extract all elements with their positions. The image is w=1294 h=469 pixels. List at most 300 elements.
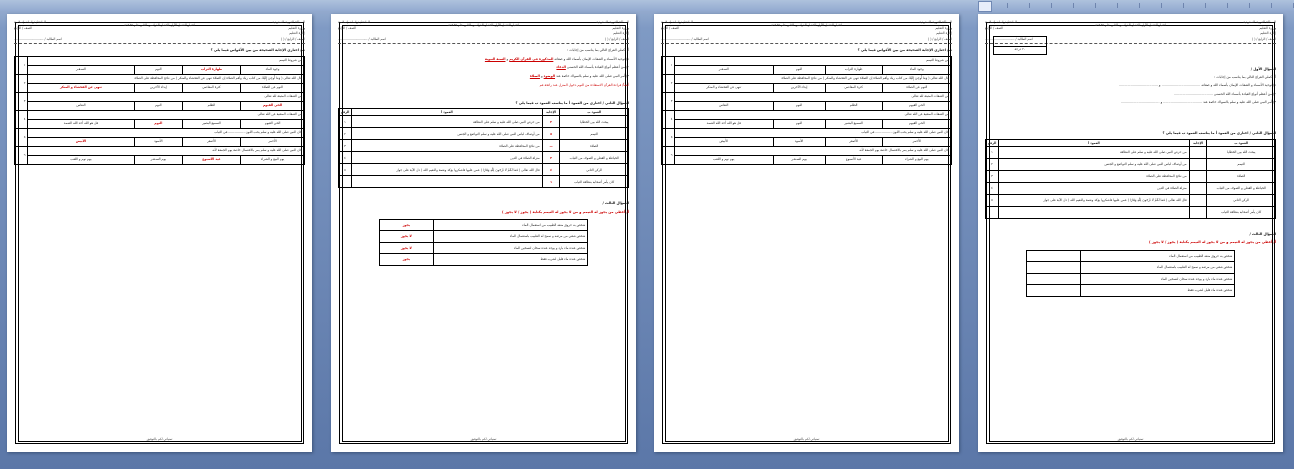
- divider: [14, 43, 305, 44]
- mcq-stem-row: [662, 146, 952, 155]
- mcq-option[interactable]: الأبيض: [28, 137, 135, 146]
- mcq-option[interactable]: السـفـر: [675, 65, 774, 74]
- match-answer-cell[interactable]: [1189, 207, 1207, 219]
- row-number: ٣: [15, 92, 28, 110]
- student-name-field: اسم الطالبة / ..............................: [14, 36, 62, 41]
- match-column-header: الإجابة: [542, 108, 560, 115]
- ruling-answer[interactable]: [1026, 273, 1080, 285]
- class-field: الصف / الرابع / ( ): [281, 36, 305, 41]
- item-number: ٣/: [625, 73, 629, 78]
- mcq-option[interactable]: كثرة المعاصي: [825, 83, 882, 92]
- exam-title: اختبار الفصل الأول للفصل الدراسي الثاني عام ١٤٤٧هـ: [447, 23, 519, 27]
- grade-label: الصف / الرابع: [338, 25, 357, 30]
- mcq-stem: كان النبي صلى الله عليه و سلم يمر بالاغتسال خاصة يوم الجمعة لأنه: [28, 146, 305, 155]
- ruling-row: [1026, 285, 1235, 297]
- ruler-tick: [1161, 3, 1162, 8]
- mcq-option[interactable]: إيذاء الآخرين: [773, 83, 825, 92]
- student-id-line: [338, 37, 629, 42]
- q1b-instruction: ب/ اختاري الإجابة الصحيحة من بين الأقواس فيما يلي ؟: [857, 48, 952, 53]
- item-stem: توحيد الأسماء و الصفات الإيمان بأسماء الله و صفاته: [553, 56, 626, 61]
- ruling-row: [1026, 250, 1235, 262]
- match-row: [986, 195, 1276, 207]
- mcq-stem-row: [15, 110, 305, 119]
- answer-blank: .....................................: [1120, 99, 1160, 104]
- letterhead-line: المملكة العربية السعودية: [919, 20, 952, 24]
- q2-title: السؤال الثاني /: [1249, 131, 1276, 136]
- q1-note: أيضاً/ قراءة القرآن الاستعاذة من النوم دخول المنزل عند رائحة فم: [539, 82, 629, 87]
- mcq-option[interactable]: تنهى عن الفحشاء و المنكر: [28, 83, 135, 92]
- mcq-stem-row: [662, 74, 952, 83]
- match-row: [986, 171, 1276, 183]
- page-1[interactable]: [7, 14, 312, 452]
- row-number: ٤: [662, 110, 675, 128]
- q3-title: السؤال الثالث /: [1249, 232, 1276, 237]
- mcq-options-row: [662, 155, 952, 164]
- item-stem: أمر النبي صلى الله عليه و سلم بالسواك خاصة عند: [555, 73, 626, 78]
- match-answer-cell[interactable]: ١: [542, 176, 560, 188]
- q3-table: [1026, 250, 1236, 297]
- ruling-answer[interactable]: يجوز: [379, 219, 433, 231]
- q3-table: [379, 219, 589, 266]
- match-answer-cell[interactable]: [1189, 147, 1207, 159]
- letterhead: [14, 20, 305, 37]
- letterhead-line: وزارة التعليم: [288, 25, 305, 30]
- ruling-answer[interactable]: لا يجوز: [379, 242, 433, 254]
- letterhead-line: إدارة التعليم: [1260, 31, 1276, 36]
- mcq-stem: من الصفات المنفية عن الله تعالى: [675, 110, 952, 119]
- mcq-option[interactable]: النعاس: [28, 101, 135, 110]
- ruler-indent-marker[interactable]: [978, 1, 992, 12]
- column-b-cell: الخياطة و القطن و الصوف من الثياب: [1207, 183, 1276, 195]
- match-row: [339, 128, 629, 140]
- mcq-stem: قال الله تعالى ( وَمَا أُوحِيَ إِلَيْكَ من كتاب ربك وأقم الصلاة إن الصلاة تنهى عن الفحشاء والمنكر ) من نتائج المحافظة على الصلاة: [28, 74, 305, 83]
- answer-blank: .....................................: [1163, 99, 1203, 104]
- row-number: ٢: [15, 74, 28, 92]
- q3-instruction: أ/ أعطي من يجوز له التيمم و من لا يجوز له التيمم بكتابة ( يجوز / لا يجوز ): [1149, 240, 1276, 245]
- mcq-option[interactable]: الأسود: [134, 137, 182, 146]
- column-a-cell: منزلة الصلاة في الدين: [999, 183, 1190, 195]
- mcq-option[interactable]: يوم البيع و الشراء: [241, 155, 305, 164]
- mcq-stem: من شروط التيمم: [675, 56, 952, 65]
- match-row: [339, 152, 629, 164]
- ruling-answer[interactable]: يجوز: [379, 254, 433, 266]
- row-number: ٢: [339, 128, 352, 140]
- mcq-option[interactable]: الظلم: [825, 101, 882, 110]
- answer-blank: .....................................: [1161, 83, 1201, 88]
- column-b-cell: يبحث الله بين الخطايا: [560, 116, 629, 128]
- match-column-header: الرقم: [986, 139, 999, 146]
- row-number: ١: [15, 56, 28, 74]
- q1-instruction: أ/ أكملي الفراغ التالي بما يناسب من إجابات :: [567, 48, 629, 53]
- mcq-stem: قال الله تعالى ( وَمَا أُوحِيَ إِلَيْكَ من كتاب ربك وأقم الصلاة إن الصلاة تنهى عن الفحشاء والمنكر ) من نتائج المحافظة على الصلاة: [675, 74, 952, 83]
- mcq-options-row: [15, 119, 305, 128]
- ruling-answer[interactable]: [1026, 250, 1080, 262]
- mcq-option[interactable]: النوم عن الصلاة: [882, 83, 951, 92]
- ruler-tick: [1205, 3, 1206, 8]
- exam-title: اختبار الفصل الأول للفصل الدراسي الثاني عام ١٤٤٧هـ: [123, 23, 195, 27]
- mcq-stem-row: [15, 128, 305, 137]
- ruler-tick: [1095, 3, 1096, 8]
- ruler-tick: [1073, 3, 1074, 8]
- match-answer-cell[interactable]: —: [542, 140, 560, 152]
- class-field: الصف / الرابع / ( ): [928, 36, 952, 41]
- mcq-option[interactable]: الأسود: [773, 137, 825, 146]
- ruler-tick: [1271, 3, 1272, 8]
- match-column-header: العمود أ: [999, 139, 1190, 146]
- match-answer-cell[interactable]: ٤: [542, 164, 560, 176]
- answer-blank: .....................................: [1174, 91, 1213, 96]
- page-footer: تمنياتي لكم بالتوفيق: [146, 437, 173, 442]
- match-answer-cell[interactable]: [1189, 171, 1207, 183]
- ruling-statement: شخص عنده ماء قليل لشرب فقط: [433, 254, 587, 266]
- row-number: ١: [339, 116, 352, 128]
- q2-heading: [338, 101, 629, 106]
- ruler-tick: [1183, 3, 1184, 8]
- item-number: ٣/: [1272, 99, 1276, 104]
- conjunction: و: [505, 56, 510, 61]
- mcq-stem-row: [15, 56, 305, 65]
- match-answer-cell[interactable]: [1189, 183, 1207, 195]
- column-b-cell: الركن الثاني: [560, 164, 629, 176]
- mcq-stem: من الصفات المنفية عن الله تعالى: [28, 110, 305, 119]
- item-stem: من أعظم أنواع العبادة بأسماء الله الحسنى: [1212, 91, 1273, 96]
- mcq-option[interactable]: وجود الماء: [882, 65, 951, 74]
- conjunction: و: [539, 73, 544, 78]
- mcq-options-row: [662, 119, 952, 128]
- column-a-cell: من نتائج المحافظة على الصلاة: [999, 171, 1190, 183]
- ruling-row: [1026, 273, 1235, 285]
- column-a-cell: من أوصاف لباس النبي صلى الله عليه و سلم التواضع و الجنس: [999, 159, 1190, 171]
- row-number: ١: [986, 147, 999, 159]
- column-a-cell: منزلة الصلاة في الدين: [352, 152, 543, 164]
- ruling-answer[interactable]: [1026, 285, 1080, 297]
- q3-title: السؤال الثالث /: [602, 201, 629, 206]
- ruling-answer[interactable]: لا يجوز: [379, 231, 433, 243]
- row-number: ٣: [339, 140, 352, 152]
- mcq-option[interactable]: الأصفر: [825, 137, 882, 146]
- row-number: ٢: [986, 159, 999, 171]
- q1b-instruction: ب/ اختاري الإجابة الصحيحة من بين الأقواس فيما يلي ؟: [210, 48, 305, 53]
- row-number: ٤: [15, 110, 28, 128]
- mcq-option[interactable]: وجود الماء: [241, 65, 305, 74]
- mcq-option[interactable]: الأحمر: [241, 137, 305, 146]
- mcq-options-row: [15, 65, 305, 74]
- ruling-row: [379, 242, 588, 254]
- mcq-option[interactable]: يوم السـفـر: [134, 155, 182, 164]
- row-number: [986, 207, 999, 219]
- row-number: ٦: [662, 146, 675, 164]
- match-header-row: [339, 108, 629, 115]
- column-b-cell: الخياطة و القطن و الصوف من الثياب: [560, 152, 629, 164]
- letterhead-line: وزارة التعليم: [1259, 25, 1276, 30]
- row-number: ٤: [986, 183, 999, 195]
- match-column-header: الرقم: [339, 108, 352, 115]
- mcq-option[interactable]: تنهى عن الفحشاء و المنكر: [675, 83, 774, 92]
- mcq-option[interactable]: طهارة التراب: [825, 65, 882, 74]
- row-number: ٦: [15, 146, 28, 164]
- answer-text: المذكورة في القرآن الكريم: [509, 56, 554, 61]
- page-footer: تمنياتي لكم بالتوفيق: [1117, 437, 1144, 442]
- mcq-options-row: [662, 137, 952, 146]
- answer-text: الوضوء: [543, 73, 556, 78]
- column-b-cell: التيمم: [560, 128, 629, 140]
- mcq-option[interactable]: النوم: [134, 119, 182, 128]
- page-2[interactable]: [331, 14, 636, 452]
- mcq-option[interactable]: النعاس: [675, 101, 774, 110]
- mcq-option[interactable]: الحي القيوم: [882, 119, 951, 128]
- column-a-cell: من أوصاف لباس النبي صلى الله عليه و سلم التواضع و الجنس: [352, 128, 543, 140]
- mcq-stem-row: [15, 146, 305, 155]
- mcq-stem-row: [15, 74, 305, 83]
- letterhead-line: إدارة التعليم: [613, 31, 629, 36]
- mcq-option[interactable]: يوم البيع و الشراء: [882, 155, 951, 164]
- fill-in-item: [985, 100, 1276, 105]
- ruler-tick: [1227, 3, 1228, 8]
- ruling-statement: شخص عنده ماء بارد و يوجد عنده سخان لتسخين الماء: [1080, 273, 1234, 285]
- conjunction: و: [1157, 83, 1162, 88]
- ruling-statement: شخص به حروق منعه الطبيب من استعمال الماء: [433, 219, 587, 231]
- letterhead-line: وزارة التعليم: [935, 25, 952, 30]
- match-column-header: العمود ب: [1207, 139, 1276, 146]
- mcq-option[interactable]: الحي القيوم: [241, 119, 305, 128]
- item-stem: من أعظم أنواع العبادة بأسماء الله الحسنى: [565, 65, 626, 70]
- match-column-header: العمود أ: [352, 108, 543, 115]
- mcq-option[interactable]: النوم: [773, 65, 825, 74]
- mcq-option[interactable]: يوم نوم و اللعب: [28, 155, 135, 164]
- column-a-cell: [999, 207, 1190, 219]
- ruler-tick: [1117, 3, 1118, 8]
- match-row: [986, 183, 1276, 195]
- match-column-header: العمود ب: [560, 108, 629, 115]
- mcq-option[interactable]: قل هو الله أحد الله الصمد: [675, 119, 774, 128]
- letterhead: [661, 20, 952, 37]
- match-answer-cell[interactable]: ٥: [542, 128, 560, 140]
- fill-in-item: [338, 65, 629, 70]
- item-number: ٢/: [625, 65, 629, 70]
- match-row: [339, 116, 629, 128]
- answer-text: الصلاة: [529, 73, 540, 78]
- mcq-option[interactable]: النوم: [773, 119, 825, 128]
- horizontal-ruler[interactable]: [0, 0, 1294, 11]
- ruler-tick: [1051, 3, 1052, 8]
- q3-instruction: أ/ أعطي من يجوز له التيمم و من لا يجوز له التيمم بكتابة ( يجوز / لا يجوز ): [502, 209, 629, 214]
- mcq-options-row: [662, 65, 952, 74]
- match-row: [339, 164, 629, 176]
- exam-title: اختبار الفصل الأول للفصل الدراسي الثاني عام ١٤٤٧هـ: [770, 23, 842, 27]
- mcq-option[interactable]: كثرة المعاصي: [182, 83, 240, 92]
- mcq-option[interactable]: طهارة التراب: [182, 65, 240, 74]
- column-b-cell: يبحث الله بين الخطايا: [1207, 147, 1276, 159]
- mcq-option[interactable]: قل هو الله أحد الله الصمد: [28, 119, 135, 128]
- mcq-option[interactable]: النوم: [134, 101, 182, 110]
- grade-box-value: ٢٠ درجة: [1014, 47, 1026, 51]
- column-a-cell: من حرص النبي صلى الله عليه و سلم على النظافة: [352, 116, 543, 128]
- row-number: ٥: [15, 128, 28, 146]
- mcq-option[interactable]: يوم نوم و اللعب: [675, 155, 774, 164]
- mcq-options-row: [662, 101, 952, 110]
- column-a-cell: قال الله تعالى ( فَمَا لَكُمْ لَا تَرْجُونَ لِلَّهِ وَقَارًا ) عمن عليها فاشكروا يؤكد ونعمة والنعيم الله ) دل الآية على جواز: [999, 195, 1190, 207]
- match-row: [986, 159, 1276, 171]
- ruling-statement: شخص به حروق منعه الطبيب من استعمال الماء: [1080, 250, 1234, 262]
- match-column-header: الإجابة: [1189, 139, 1207, 146]
- answer-text: السنة النبوية: [484, 56, 506, 61]
- grade-label: الصف / الرابع: [661, 25, 680, 30]
- ruler-tick: [1029, 3, 1030, 8]
- q2-instruction: اختاري من العمود أ ما يناسب العمود ب فيما يلي ؟: [515, 100, 602, 105]
- letterhead-line: المملكة العربية السعودية: [272, 20, 305, 24]
- column-a-cell: من حرص النبي صلى الله عليه و سلم على النظافة: [999, 147, 1190, 159]
- subject-label: المادة / دراسات إسلامية: [14, 20, 47, 24]
- mcq-option[interactable]: عيد الأسبوع: [825, 155, 882, 164]
- mcq-option[interactable]: الأبيض: [675, 137, 774, 146]
- ruler-tick: [1249, 3, 1250, 8]
- ruling-statement: شخص عنده ماء قليل لشرب فقط: [1080, 285, 1234, 297]
- class-field: الصف / الرابع / ( ): [1252, 36, 1276, 41]
- student-name-field: اسم الطالبة / ..............................: [338, 36, 386, 41]
- column-a-cell: [352, 176, 543, 188]
- match-row: [339, 176, 629, 188]
- grade-label: الصف / الرابع: [14, 25, 33, 30]
- match-answer-cell[interactable]: ٣: [542, 116, 560, 128]
- q2-table: [338, 108, 629, 188]
- mcq-option[interactable]: إيذاء الآخرين: [134, 83, 182, 92]
- answer-blank: .....................................: [1119, 83, 1158, 88]
- student-id-line: [661, 37, 952, 42]
- row-number: ٥: [662, 128, 675, 146]
- subject-label: المادة / دراسات إسلامية: [985, 20, 1018, 24]
- q1-fill-list: [985, 83, 1276, 105]
- mcq-stem: من شروط التيمم: [28, 56, 305, 65]
- ruling-row: [379, 231, 588, 243]
- ruling-statement: شخص عنده ماء بارد و يوجد عنده سخان لتسخين الماء: [433, 242, 587, 254]
- q2-table: [985, 139, 1276, 219]
- ruling-row: [379, 254, 588, 266]
- match-answer-cell[interactable]: [1189, 159, 1207, 171]
- mcq-options-row: [15, 83, 305, 92]
- mcq-options-row: [662, 83, 952, 92]
- letterhead-line: إدارة التعليم: [289, 31, 305, 36]
- column-b-cell: كان يأمر أصحابه بنظافة الثياب: [1207, 207, 1276, 219]
- mcq-options-row: [15, 101, 305, 110]
- letterhead-line: المملكة العربية السعودية: [596, 20, 629, 24]
- mcq-option[interactable]: الأصفر: [182, 137, 240, 146]
- q1-instruction: أ/ أكملي الفراغ التالي بما يناسب من إجابات :: [1214, 74, 1276, 79]
- q2-heading: [985, 131, 1276, 136]
- mcq-option[interactable]: السـفـر: [28, 65, 135, 74]
- mcq-option[interactable]: السميع البصير: [825, 119, 882, 128]
- mcq-options-row: [15, 155, 305, 164]
- mcq-option[interactable]: الحي القيوم: [241, 101, 305, 110]
- row-number: ٣: [986, 171, 999, 183]
- row-number: ٣: [662, 92, 675, 110]
- q2-instruction: اختاري من العمود أ ما يناسب العمود ب فيما يلي ؟: [1162, 131, 1249, 136]
- student-id-line: [14, 37, 305, 42]
- row-number: [339, 176, 352, 188]
- mcq-stem: كان النبي صلى الله عليه و سلم يمر بالاغتسال خاصة يوم الجمعة لأنه: [675, 146, 952, 155]
- ruling-row: [1026, 262, 1235, 274]
- mcq-stem: من الصفات المثبتة لله تعالى: [28, 92, 305, 101]
- letterhead: [985, 20, 1276, 37]
- ruling-statement: شخص شفي من مرضه و سمح له الطبيب باستعمال الماء: [433, 231, 587, 243]
- mcq-option[interactable]: النوم: [773, 101, 825, 110]
- q1b-table: [661, 56, 952, 165]
- q2-title: السؤال الثاني /: [602, 100, 629, 105]
- mcq-stem-row: [662, 56, 952, 65]
- letterhead-line: المملكة العربية السعودية: [1243, 20, 1276, 24]
- mcq-option[interactable]: النوم عن الصلاة: [241, 83, 305, 92]
- match-header-row: [986, 139, 1276, 146]
- fill-in-item: [338, 74, 629, 79]
- conjunction: و: [1159, 99, 1164, 104]
- mcq-option[interactable]: الظلم: [182, 101, 240, 110]
- grade-box[interactable]: [993, 36, 1047, 55]
- item-number: ١/: [625, 56, 629, 61]
- mcq-options-row: [15, 137, 305, 146]
- match-row: [339, 140, 629, 152]
- letterhead-line: إدارة التعليم: [936, 31, 952, 36]
- q1-fill-list: [338, 57, 629, 79]
- mcq-option[interactable]: عيد الأسبوع: [182, 155, 240, 164]
- mcq-stem: من الصفات المثبتة لله تعالى: [675, 92, 952, 101]
- item-stem: توحيد الأسماء و الصفات الإيمان بأسماء الله و صفاته: [1200, 83, 1273, 88]
- column-b-cell: التيمم: [1207, 159, 1276, 171]
- subject-label: المادة / دراسات إسلامية: [661, 20, 694, 24]
- mcq-stem-row: [15, 92, 305, 101]
- class-field: الصف / الرابع / ( ): [605, 36, 629, 41]
- row-number: ٢: [662, 74, 675, 92]
- letterhead: [338, 20, 629, 37]
- column-a-cell: قال الله تعالى ( فَمَا لَكُمْ لَا تَرْجُونَ لِلَّهِ وَقَارًا ) عمن عليها فاشكروا يؤكد ونعمة والنعيم الله ) دل الآية على جواز: [352, 164, 543, 176]
- ruler-tick: [1139, 3, 1140, 8]
- mcq-stem: كان النبي صلى الله عليه و سلم يحب اللون ................ في الثياب: [28, 128, 305, 137]
- item-number: ٢/: [1272, 91, 1276, 96]
- row-number: ٤: [339, 152, 352, 164]
- ruling-statement: شخص شفي من مرضه و سمح له الطبيب باستعمال الماء: [1080, 262, 1234, 274]
- mcq-option[interactable]: السميع البصير: [182, 119, 240, 128]
- match-row: [986, 147, 1276, 159]
- mcq-option[interactable]: الأحمر: [882, 137, 951, 146]
- page-4[interactable]: [978, 14, 1283, 452]
- mcq-stem-row: [662, 128, 952, 137]
- column-b-cell: الركن الثاني: [1207, 195, 1276, 207]
- mcq-option[interactable]: الحي القيوم: [882, 101, 951, 110]
- q1b-table: [14, 56, 305, 165]
- match-answer-cell[interactable]: [1189, 195, 1207, 207]
- column-a-cell: من نتائج المحافظة على الصلاة: [352, 140, 543, 152]
- ruling-answer[interactable]: [1026, 262, 1080, 274]
- grade-label: الصف / الرابع: [985, 25, 1004, 30]
- row-number: ١: [662, 56, 675, 74]
- column-b-cell: الصلاة: [1207, 171, 1276, 183]
- answer-text: الدعاء: [556, 65, 566, 70]
- column-b-cell: كان يأمر أصحابه بنظافة الثياب: [560, 176, 629, 188]
- student-name-field: اسم الطالبة / ..............................: [985, 36, 1033, 41]
- page-3[interactable]: [654, 14, 959, 452]
- mcq-stem: كان النبي صلى الله عليه و سلم يحب اللون ................ في الثياب: [675, 128, 952, 137]
- match-answer-cell[interactable]: ٢: [542, 152, 560, 164]
- item-number: ١/: [1272, 83, 1276, 88]
- mcq-stem-row: [662, 110, 952, 119]
- fill-in-item: [985, 92, 1276, 97]
- divider: [661, 43, 952, 44]
- ruling-row: [379, 219, 588, 231]
- mcq-option[interactable]: يوم السـفـر: [773, 155, 825, 164]
- subject-label: المادة / دراسات إسلامية: [338, 20, 371, 24]
- fill-in-item: [985, 83, 1276, 88]
- mcq-stem-row: [662, 92, 952, 101]
- ruler-tick: [1007, 3, 1008, 8]
- mcq-option[interactable]: النوم: [134, 65, 182, 74]
